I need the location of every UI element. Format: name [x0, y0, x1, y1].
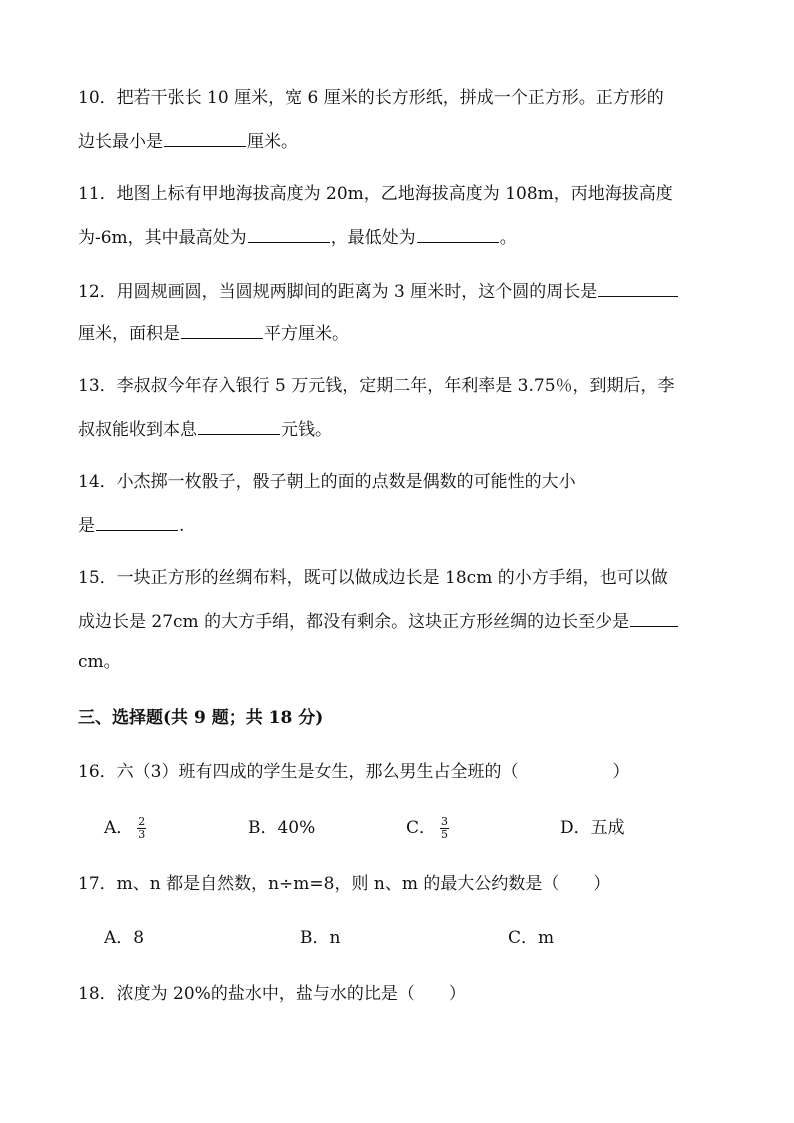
fraction-3-5: $\frac{3}{5}$	[441, 815, 449, 841]
question-12-text-b: 厘米，面积是	[78, 324, 180, 344]
question-10-text-a: 边长最小是	[78, 132, 163, 152]
question-12-answer-blank-1[interactable]	[598, 278, 678, 297]
question-10-line-1: 10．把若干张长 10 厘米，宽 6 厘米的长方形纸，拼成一个正方形。正方形的	[78, 88, 664, 108]
question-15-line-3: cm。	[78, 652, 121, 672]
fraction-2-3: $\frac{2}{3}$	[138, 815, 146, 841]
question-10-answer-blank[interactable]	[164, 128, 246, 147]
question-14-line-2	[78, 512, 184, 538]
question-12-line-2	[78, 320, 349, 346]
question-15-line-2	[78, 608, 679, 634]
section-3-heading: 三、选择题(共 9 题；共 18 分)	[78, 708, 324, 728]
question-11-text-c: 。	[499, 228, 517, 248]
question-13-answer-blank[interactable]	[198, 416, 280, 435]
question-16-option-c[interactable]: C． $\frac{3}{5}$	[406, 815, 449, 841]
question-17-option-a[interactable]: A．8	[104, 928, 145, 948]
question-16-stem-close: ）	[612, 762, 630, 782]
question-12-text-c: 平方厘米。	[264, 324, 349, 344]
question-13-text-b: 元钱。	[281, 420, 332, 440]
question-11-line-1: 11．地图上标有甲地海拔高度为 20m，乙地海拔高度为 108m，丙地海拔高度	[78, 184, 673, 204]
question-13-text-a: 叔叔能收到本息	[78, 420, 197, 440]
question-16-option-d[interactable]: D．五成	[560, 818, 625, 838]
question-15-answer-blank[interactable]	[630, 608, 678, 627]
question-11-line-2	[78, 224, 517, 250]
question-11-text-a: 为-6m，其中最高处为	[78, 228, 247, 248]
question-12-line-1	[78, 278, 679, 304]
question-10-text-b: 厘米。	[247, 132, 298, 152]
question-16-stem	[78, 760, 629, 784]
question-14-line-1: 14．小杰掷一枚骰子，骰子朝上的面的点数是偶数的可能性的大小	[78, 472, 576, 492]
question-18-stem: 18．浓度为 20%的盐水中，盐与水的比是（ ）	[78, 984, 466, 1004]
question-13-line-1: 13．李叔叔今年存入银行 5 万元钱，定期二年，年利率是 3.75％，到期后，李	[78, 376, 675, 396]
question-16-stem-text: 16．六（3）班有四成的学生是女生，那么男生占全班的（	[78, 762, 519, 782]
question-11-text-b: ，最低处为	[330, 228, 416, 248]
question-11-answer-blank-1[interactable]	[248, 224, 330, 243]
question-17-option-c[interactable]: C．m	[508, 928, 555, 948]
question-14-answer-blank[interactable]	[96, 512, 178, 531]
question-16-option-a[interactable]: A． $\frac{2}{3}$	[104, 815, 146, 841]
question-16-option-b[interactable]: B．40%	[248, 818, 316, 838]
question-15-line-1: 15．一块正方形的丝绸布料，既可以做成边长是 18cm 的小方手绢，也可以做	[78, 568, 668, 588]
question-12-answer-blank-2[interactable]	[181, 320, 263, 339]
question-10-line-2	[78, 128, 298, 154]
question-17-option-b[interactable]: B．n	[300, 928, 341, 948]
question-11-answer-blank-2[interactable]	[417, 224, 499, 243]
question-13-line-2	[78, 416, 332, 442]
question-15-text-a: 成边长是 27cm 的大方手绢，都没有剩余。这块正方形丝绸的边长至少是	[78, 612, 630, 632]
question-14-text-a: 是	[78, 516, 95, 536]
question-17-stem: 17．m、n 都是自然数，n÷m=8，则 n、m 的最大公约数是（ ）	[78, 874, 611, 894]
question-14-text-b: .	[179, 516, 185, 536]
question-12-text-a: 12．用圆规画圆，当圆规两脚间的距离为 3 厘米时，这个圆的周长是	[78, 282, 598, 302]
